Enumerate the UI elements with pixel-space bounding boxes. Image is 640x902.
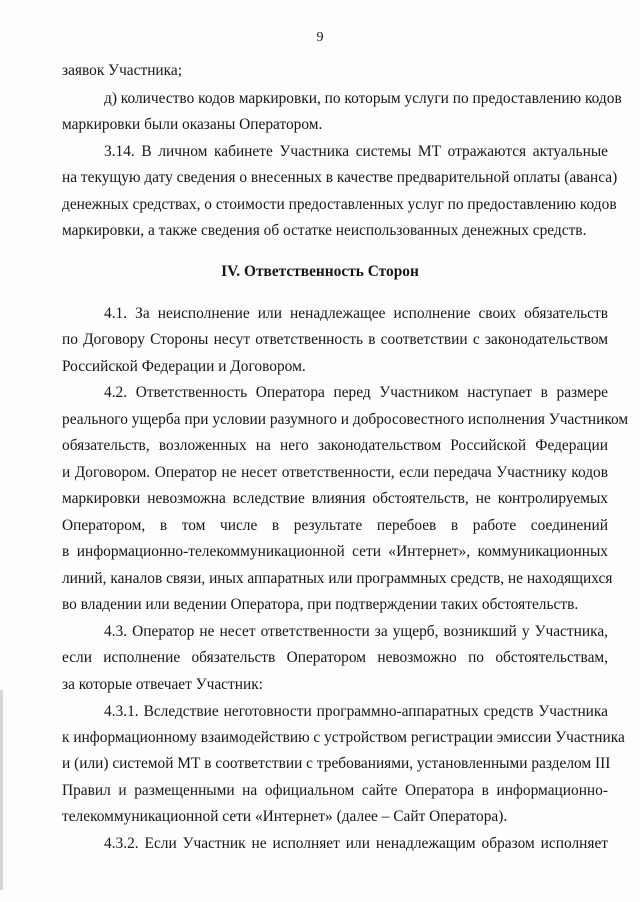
text-line: денежных средствах, о стоимости предоставленных услуг по предоставлению кодов xyxy=(62,196,617,213)
text-line: за которые отвечает Участник: xyxy=(62,676,263,693)
text-line: на текущую дату сведения о внесенных в качестве предварительной оплаты (аванса) xyxy=(62,169,618,186)
text-line: маркировки невозможна вследствие влияния обстоятельств, не контролируемых xyxy=(62,490,608,507)
text-line: 4.3. Оператор не несет ответственности за ущерб, возникший у Участника, xyxy=(104,623,608,640)
section-heading: IV. Ответственность Сторон xyxy=(221,263,419,280)
text-line: Оператором, в том числе в результате перебоев в работе соединений xyxy=(62,517,608,534)
scan-edge-shadow xyxy=(0,690,3,890)
text-line: Российской Федерации и Договором. xyxy=(62,358,306,375)
text-line: линий, каналов связи, иных аппаратных или программных средств, не находящихся xyxy=(62,570,613,587)
text-line: 4.3.1. Вследствие неготовности программно-аппаратных средств Участника xyxy=(104,703,608,720)
text-line: обязательств, возложенных на него законодательством Российской Федерации xyxy=(62,437,608,454)
page-number: 9 xyxy=(316,30,324,45)
text-line: во владении или ведении Оператора, при подтверждении таких обстоятельств. xyxy=(62,596,579,613)
text-line: заявок Участника; xyxy=(62,62,183,79)
text-line: 4.1. За неисполнение или ненадлежащее исполнение своих обязательств xyxy=(104,305,608,322)
text-line: в информационно-телекоммуникационной сети «Интернет», коммуникационных xyxy=(62,543,608,560)
text-line: по Договору Стороны несут ответственность в соответствии с законодательством xyxy=(62,331,608,348)
text-line: маркировки были оказаны Оператором. xyxy=(62,116,323,133)
text-line: 3.14. В личном кабинете Участника системы МТ отражаются актуальные xyxy=(104,143,608,160)
text-line: 4.3.2. Если Участник не исполняет или ненадлежащим образом исполняет xyxy=(104,835,608,852)
text-line: 4.2. Ответственность Оператора перед Участником наступает в размере xyxy=(104,384,608,401)
text-line: и (или) системой МТ в соответствии с требованиями, установленными разделом III xyxy=(62,755,611,772)
text-line: к информационному взаимодействию с устройством регистрации эмиссии Участника xyxy=(62,729,625,746)
text-line: маркировки, а также сведения об остатке неиспользованных денежных средств. xyxy=(62,222,587,239)
text-line: телекоммуникационной сети «Интернет» (далее – Сайт Оператора). xyxy=(62,808,508,825)
text-line: и Договором. Оператор не несет ответственности, если передача Участнику кодов xyxy=(62,464,608,481)
text-line: реального ущерба при условии разумного и добросовестного исполнения Участником xyxy=(62,411,629,428)
text-line: Правил и размещенными на официальном сайте Оператора в информационно- xyxy=(62,782,608,799)
text-line: д) количество кодов маркировки, по которым услуги по предоставлению кодов xyxy=(104,90,622,107)
text-line: если исполнение обязательств Оператором невозможно по обстоятельствам, xyxy=(62,649,608,666)
